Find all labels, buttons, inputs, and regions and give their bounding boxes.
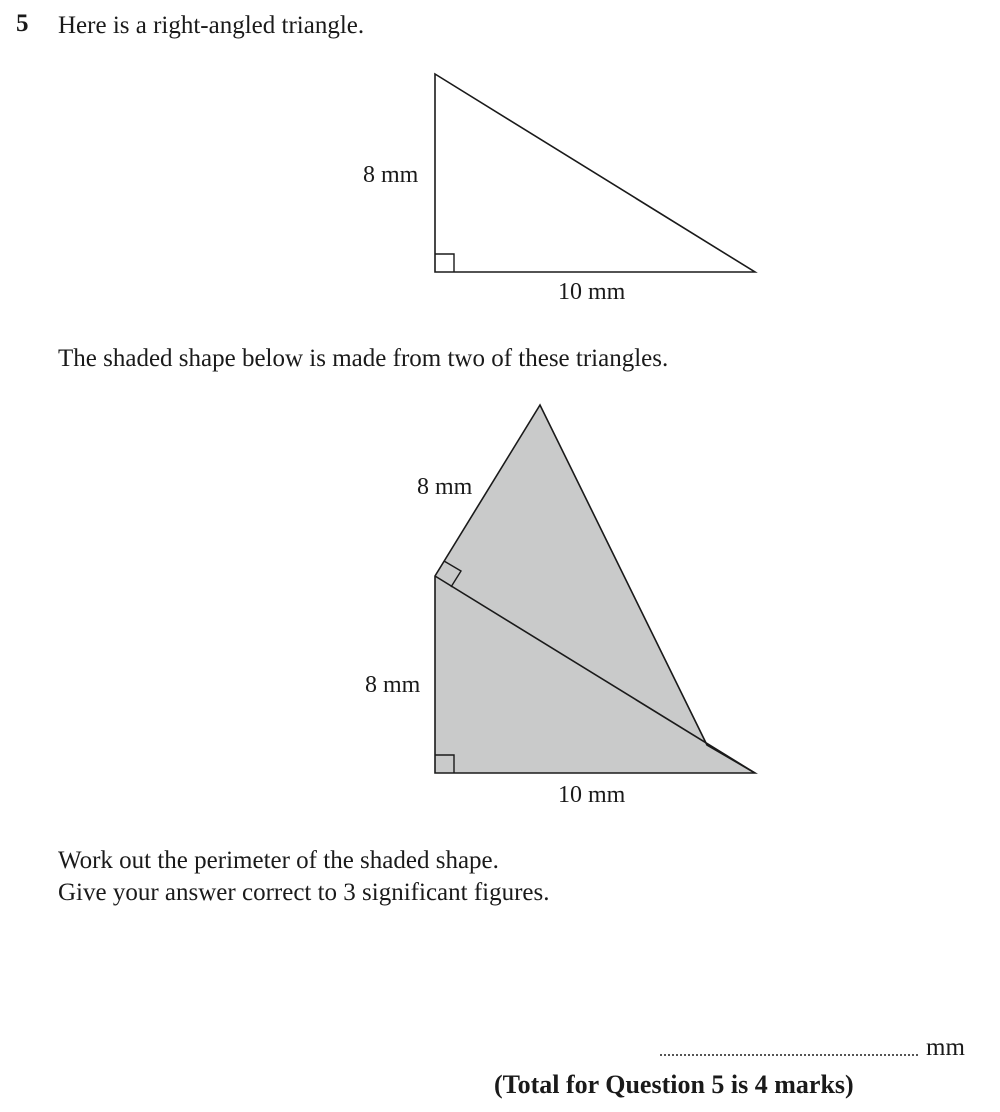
answer-line[interactable]: [660, 1054, 918, 1056]
triangle-height-label: 8 mm: [363, 162, 419, 188]
instruction-significant-figures: Give your answer correct to 3 significant figures.: [58, 879, 550, 906]
shaded-base-label: 10 mm: [558, 782, 626, 808]
shaded-shape-diagram: [435, 405, 755, 773]
total-marks: (Total for Question 5 is 4 marks): [494, 1070, 854, 1099]
answer-unit: mm: [926, 1034, 965, 1061]
right-triangle: [435, 74, 755, 272]
question-number: 5: [16, 10, 29, 37]
shaded-shape-intro: The shaded shape below is made from two of these triangles.: [58, 345, 669, 372]
triangle-base-label: 10 mm: [558, 279, 626, 305]
right-angle-marker: [435, 254, 454, 272]
shaded-shape: [435, 405, 755, 773]
shaded-upper-leg-label: 8 mm: [417, 474, 473, 500]
right-triangle-diagram: [435, 74, 755, 272]
question-intro: Here is a right-angled triangle.: [58, 12, 365, 39]
instruction-perimeter: Work out the perimeter of the shaded shape.: [58, 847, 499, 874]
shaded-lower-leg-label: 8 mm: [365, 672, 421, 698]
